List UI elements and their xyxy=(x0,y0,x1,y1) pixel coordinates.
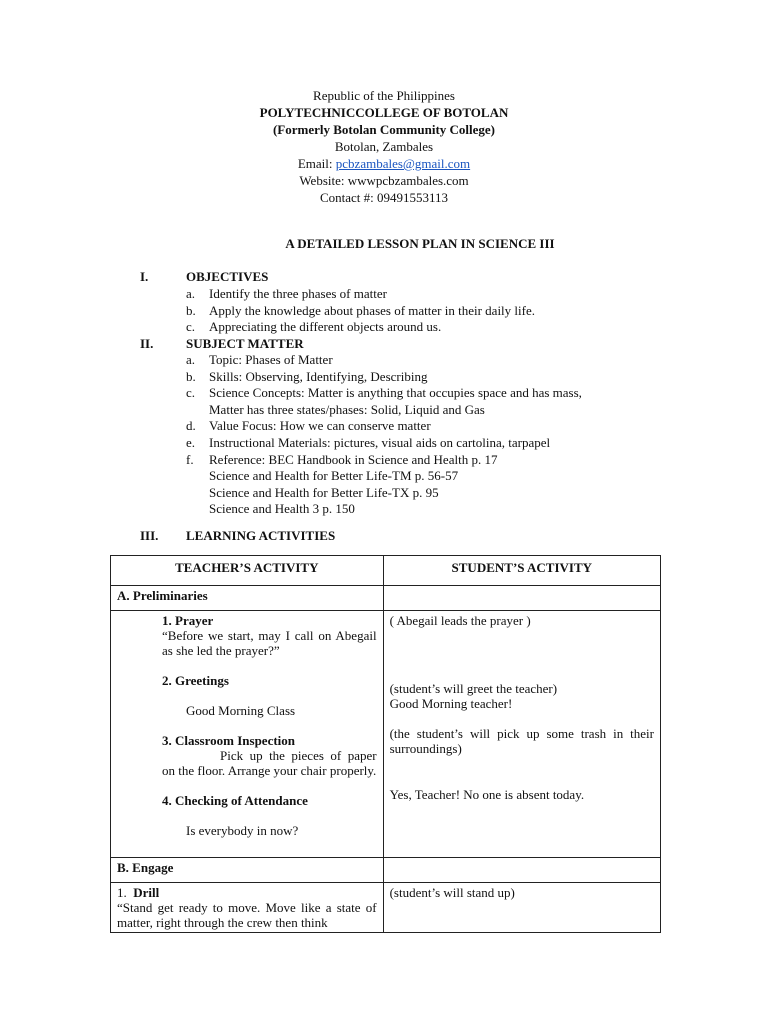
contact-line: Contact #: 09491553113 xyxy=(319,190,449,205)
list-item: Matter has three states/phases: Solid, Liquid and Gas xyxy=(209,401,485,417)
list-item: b. Skills: Observing, Identifying, Describing xyxy=(186,368,428,384)
college-location: Botolan, Zambales xyxy=(334,139,434,154)
inspection-response: (the student’s will pick up some trash in their surroundings) xyxy=(389,726,654,756)
list-item: a. Identify the three phases of matter xyxy=(186,286,387,301)
lesson-plan-title: A DETAILED LESSON PLAN IN SCIENCE III xyxy=(285,236,555,251)
list-item: c. Appreciating the different objects around us. xyxy=(186,319,442,335)
inspection-heading: 3. Classroom Inspection xyxy=(162,733,296,748)
drill-text: “Stand get ready to move. Move like a state of matter, right through the crew then think xyxy=(117,900,377,930)
greetings-response-note: (student’s will greet the teacher) xyxy=(389,681,558,696)
column-header-teacher: TEACHER’S ACTIVITY xyxy=(111,556,384,586)
table-row xyxy=(111,611,661,858)
section-objectives xyxy=(140,269,268,285)
list-item: e. Instructional Materials: pictures, visual aids on cartolina, tarpapel xyxy=(186,434,551,450)
table-row xyxy=(111,858,661,883)
college-name: POLYTECHNICCOLLEGE OF BOTOLAN xyxy=(259,105,509,120)
greetings-text: Good Morning Class xyxy=(186,703,296,718)
list-item: Science and Health for Better Life-TX p. 95 xyxy=(209,484,439,500)
section-subject-matter xyxy=(140,336,304,352)
section-label: LEARNING ACTIVITIES xyxy=(186,528,336,543)
section-label: OBJECTIVES xyxy=(186,269,269,284)
objectives-list xyxy=(186,286,535,336)
list-item: d. Value Focus: How we can conserve matter xyxy=(186,418,431,434)
attendance-response: Yes, Teacher! No one is absent today. xyxy=(389,787,585,802)
table-row xyxy=(111,586,661,611)
table-header-row xyxy=(111,556,661,586)
student-drill-cell xyxy=(383,883,660,933)
drill-heading: 1. Drill xyxy=(117,885,160,900)
table-row xyxy=(111,883,661,933)
email-label: Email: xyxy=(297,156,336,171)
activities-table xyxy=(110,555,661,933)
column-header-student: STUDENT’S ACTIVITY xyxy=(383,556,660,586)
list-item: f. Reference: BEC Handbook in Science and Health p. 17 xyxy=(186,451,498,467)
college-former-name: (Formerly Botolan Community College) xyxy=(272,122,496,137)
engage-heading: B. Engage xyxy=(111,858,384,883)
section-label: SUBJECT MATTER xyxy=(186,336,304,351)
list-item: c. Science Concepts: Matter is anything that occupies space and has mass, xyxy=(186,385,582,401)
student-preliminaries-cell xyxy=(383,611,660,858)
subject-matter-list xyxy=(186,352,582,518)
letterhead xyxy=(0,87,768,206)
greetings-heading: 2. Greetings xyxy=(162,673,229,688)
section-number: I. xyxy=(140,269,149,284)
republic-line: Republic of the Philippines xyxy=(313,88,455,103)
list-item: b. Apply the knowledge about phases of matter in their daily life. xyxy=(186,302,535,318)
email-line xyxy=(0,155,768,172)
email-link[interactable]: pcbzambales@gmail.com xyxy=(335,156,471,171)
list-item: a. Topic: Phases of Matter xyxy=(186,352,333,367)
prayer-heading: 1. Prayer xyxy=(162,613,214,628)
section-number: III. xyxy=(140,528,159,543)
list-item: Science and Health for Better Life-TM p. 56-57 xyxy=(209,468,459,484)
teacher-preliminaries-cell xyxy=(111,611,384,858)
website-line: Website: wwwpcbzambales.com xyxy=(299,173,469,188)
inspection-text: Pick up the pieces of paper on the floor. Arrange your chair properly. xyxy=(162,748,377,778)
section-learning-activities xyxy=(140,528,335,544)
greetings-response: Good Morning teacher! xyxy=(389,696,513,711)
preliminaries-heading: A. Preliminaries xyxy=(111,586,384,611)
teacher-drill-cell xyxy=(111,883,384,933)
prayer-text: “Before we start, may I call on Abegail as she led the prayer?” xyxy=(162,628,377,658)
attendance-heading: 4. Checking of Attendance xyxy=(162,793,308,808)
list-item: Science and Health 3 p. 150 xyxy=(209,501,355,517)
section-number: II. xyxy=(140,336,154,351)
attendance-text: Is everybody in now? xyxy=(186,823,299,838)
prayer-response: ( Abegail leads the prayer ) xyxy=(389,613,531,628)
drill-response: (student’s will stand up) xyxy=(389,885,515,900)
